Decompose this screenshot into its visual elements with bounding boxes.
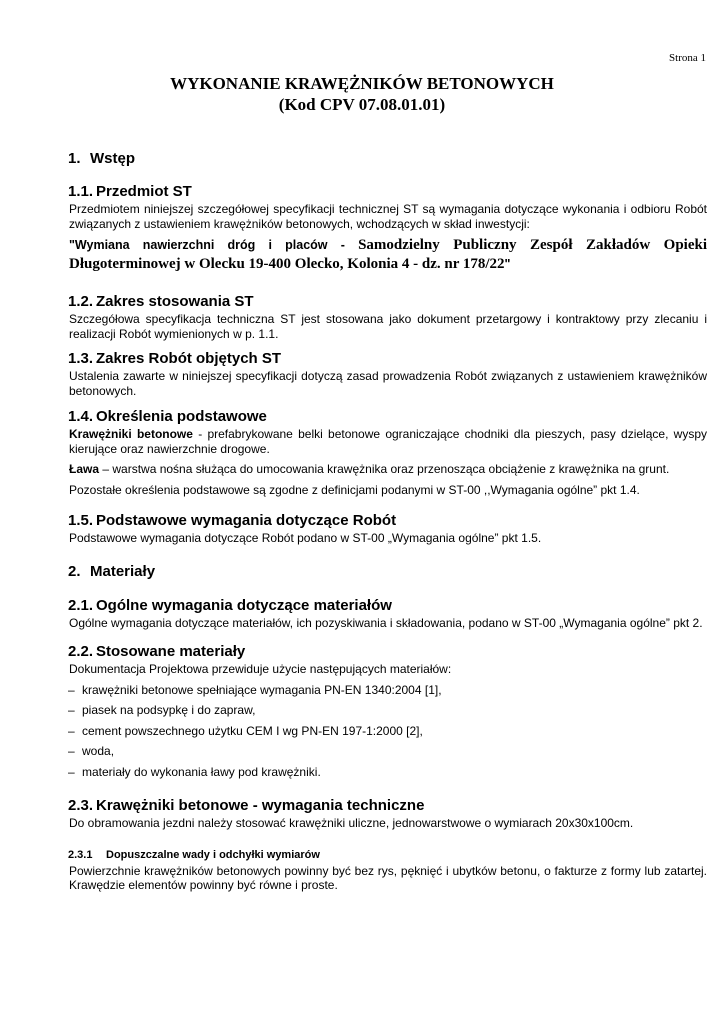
list-dash: – <box>68 723 75 738</box>
heading-number: 2.3. <box>68 797 94 814</box>
list-item <box>69 683 707 698</box>
list-item-text: cement powszechnego użytku CEM I wg PN-EN 197-1:2000 [2], <box>82 723 423 738</box>
heading-number: 1.5. <box>68 512 94 529</box>
investment-name <box>69 236 707 274</box>
heading-text: Dopuszczalne wady i odchyłki wymiarów <box>106 848 320 861</box>
paragraph-2-3: Do obramowania jezdni należy stosować krawężniki uliczne, jednowarstwowe o wymiarach 20x30x100cm. <box>69 816 634 830</box>
title-line-2: (Kod CPV 07.08.01.01) <box>278 95 446 114</box>
heading-1-1 <box>69 183 707 201</box>
heading-1-4 <box>69 408 707 426</box>
heading-number: 1.2. <box>68 293 94 310</box>
heading-1-2 <box>69 293 707 311</box>
list-item-text: piasek na podsypkę i do zapraw, <box>82 703 256 717</box>
heading-text: Ogólne wymagania dotyczące materiałów <box>96 596 392 614</box>
heading-text: Przedmiot ST <box>96 183 192 200</box>
heading-text: Stosowane materiały <box>96 643 246 660</box>
paragraph-1-1: Przedmiotem niniejszej szczegółowej specyfikacji technicznej ST są wymagania dotyczące wykonania i odbioru Robót związanych z ustawieniem krawężników betonowych, wchodzących w skład inwestycji: <box>69 202 707 231</box>
paragraph-2-1: Ogólne wymagania dotyczące materiałów, ich pozyskiwania i składowania, podano w ST-00 „Wymagania ogólne” pkt 2. <box>69 615 703 630</box>
list-item <box>69 703 707 718</box>
list-item-text: krawężniki betonowe spełniające wymagania PN-EN 1340:2004 [1], <box>82 682 442 697</box>
title-line-1: WYKONANIE KRAWĘŻNIKÓW BETONOWYCH <box>170 74 554 93</box>
heading-text: Określenia podstawowe <box>96 408 267 425</box>
list-item-text: materiały do wykonania ławy pod krawężniki. <box>82 764 321 779</box>
heading-2-2 <box>69 643 707 661</box>
heading-text: Krawężniki betonowe - wymagania techniczne <box>96 797 425 814</box>
list-dash: – <box>68 703 75 717</box>
list-dash: – <box>68 682 75 697</box>
paragraph-1-4: Pozostałe określenia podstawowe są zgodne z definicjami podanymi w ST-00 ,,Wymagania ogólne” pkt 1.4. <box>69 482 640 497</box>
list-item <box>69 765 707 780</box>
list-item <box>69 724 707 739</box>
heading-2 <box>69 563 707 581</box>
heading-text: Zakres Robót objętych ST <box>96 350 282 367</box>
list-item <box>69 744 707 759</box>
heading-number: 1.4. <box>68 408 94 425</box>
heading-number: 2.3.1 <box>68 848 93 861</box>
paragraph-2-2-intro: Dokumentacja Projektowa przewiduje użycie następujących materiałów: <box>69 662 452 676</box>
definition-curb <box>69 427 707 456</box>
definition-term: Ława <box>69 462 100 476</box>
heading-number: 2. <box>68 562 81 580</box>
heading-2-3-1 <box>69 848 707 862</box>
definition-text: - prefabrykowane belki betonowe ograniczające chodniki dla pieszych, pasy dzielące, wyspy kierujące oraz nawierzchnie drogowe. <box>69 427 707 456</box>
list-dash: – <box>68 764 75 779</box>
heading-number: 2.1. <box>68 596 94 614</box>
heading-text: Wstęp <box>90 150 135 167</box>
heading-1-3 <box>69 350 707 368</box>
paragraph-2-3-1: Powierzchnie krawężników betonowych powinny być bez rys, pęknięć i ubytków betonu, o fakturze z formy lub zatartej. Krawędzie elementów powinny być równe i proste. <box>69 863 707 892</box>
paragraph-1-5: Podstawowe wymagania dotyczące Robót podano w ST-00 „Wymagania ogólne” pkt 1.5. <box>69 531 542 545</box>
heading-number: 1.1. <box>68 183 94 200</box>
heading-1-5 <box>69 512 707 530</box>
heading-number: 1.3. <box>68 350 94 367</box>
paragraph-1-3: Ustalenia zawarte w niniejszej specyfikacji dotyczą zasad prowadzenia Robót związanych z ustawieniem krawężników betonowych. <box>69 369 707 398</box>
heading-1 <box>69 150 707 168</box>
heading-text: Podstawowe wymagania dotyczące Robót <box>96 512 397 529</box>
document-body <box>69 148 707 893</box>
investment-part-1: "Wymiana nawierzchni dróg i placów - <box>69 238 359 252</box>
heading-text: Materiały <box>90 562 156 580</box>
list-item-text: woda, <box>82 744 115 758</box>
definition-text: – warstwa nośna służąca do umocowania krawężnika oraz przenosząca obciążenie z krawężnika na grunt. <box>99 462 670 476</box>
list-dash: – <box>68 744 75 758</box>
heading-2-3 <box>69 797 707 815</box>
paragraph-1-2: Szczegółowa specyfikacja techniczna ST jest stosowana jako dokument przetargowy i kontraktowy przy zlecaniu i realizacji Robót wymienionych w p. 1.1. <box>69 312 707 341</box>
investment-part-2: Samodzielny Publiczny Zespół Zakładów Opieki Długoterminowej w Olecku 19-400 Olecko, Kolonia 4 - dz. nr 178/22 <box>69 237 707 272</box>
heading-text: Zakres stosowania ST <box>96 293 254 310</box>
heading-number: 2.2. <box>68 643 94 660</box>
heading-2-1 <box>69 597 707 615</box>
investment-part-3: " <box>504 257 511 271</box>
document-title <box>0 73 724 115</box>
definition-bench <box>69 462 707 477</box>
definition-term: Krawężniki betonowe <box>69 427 193 441</box>
page-number: Strona 1 <box>669 52 706 64</box>
heading-number: 1. <box>68 150 81 167</box>
